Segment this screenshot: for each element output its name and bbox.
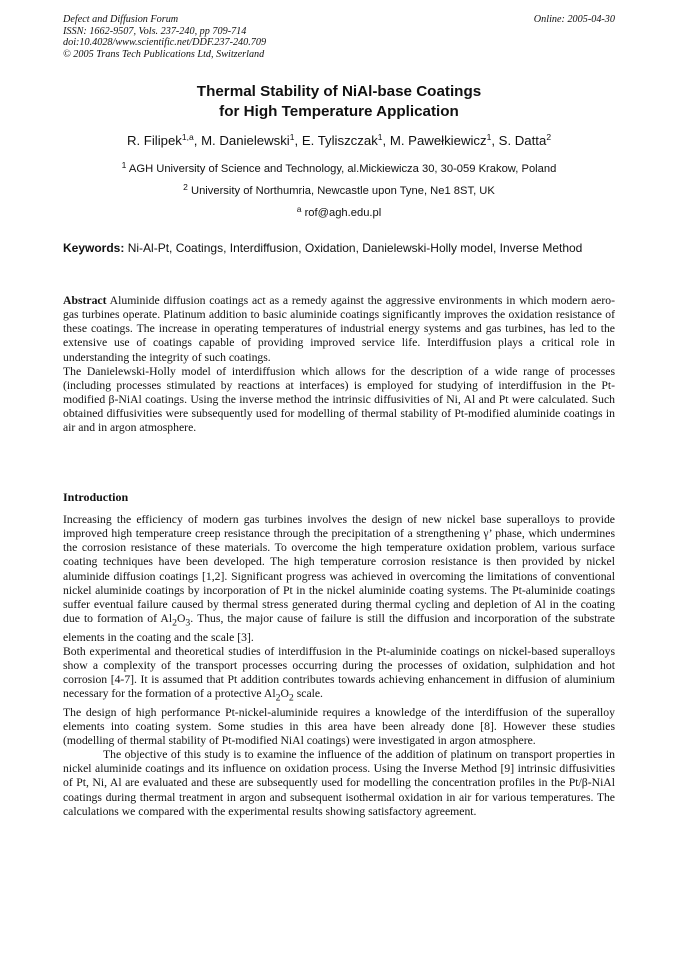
author-name: M. Pawełkiewicz <box>389 133 487 148</box>
author <box>390 133 499 148</box>
author <box>499 133 551 148</box>
introduction-section <box>63 513 615 819</box>
author-sup: 2 <box>546 132 552 142</box>
journal-copyright: © 2005 Trans Tech Publications Ltd, Switzerland <box>63 48 265 60</box>
email-sup: a <box>296 204 302 214</box>
affiliation-text: University of Northumria, Newcastle upon Tyne, Ne1 8ST, UK <box>190 185 495 197</box>
affiliation-sup: 1 <box>121 160 127 170</box>
intro-paragraph: The objective of this study is to examine the influence of the addition of platinum on transport properties in nickel aluminide coatings and its influence on oxidation process. Using the Inverse Method [9] intrinsic diffusivities of Pt, Ni, Al are evaluated and these are subsequently used for modelling the concentration profiles in the Pt/β-NiAl coatings during thermal treatment in argon and subsequent isothermal oxidation in air for various temperatures. The calculations we compared with the experimental results showing satisfactory agreement. <box>63 748 615 818</box>
journal-name: Defect and Diffusion Forum <box>63 14 179 25</box>
abstract-text: Aluminide diffusion coatings act as a remedy against the aggressive environments in which modern aero-gas turbines operate. Platinum addition to basic aluminide coatings significantly improves the oxidation resistance of these coatings. The increase in operating temperatures of industrial energy systems and gas turbines, has led to the extensive use of coatings capable of providing improved service life. Interdiffusion plays a critical role in understanding the integrity of such coatings. <box>63 294 615 364</box>
subscript: 2 <box>172 617 177 629</box>
author-separator: , <box>294 133 302 148</box>
journal-issn: ISSN: 1662-9507, Vols. 237-240, pp 709-714 <box>63 25 247 37</box>
author-name: S. Datta <box>498 133 547 148</box>
intro-text: Both experimental and theoretical studies of interdiffusion in the Pt-aluminide coatings on nickel-based superalloys show a complexity of the transport processes occurring during the processes of oxidation, sulphidation and hot corrosion [4-7]. It is assumed that Pt addition contributes towards achieving enhancement in diffusion of aluminium necessary for the formation of a protective Al <box>63 644 615 701</box>
abstract-section <box>63 294 615 436</box>
journal-header <box>63 14 443 60</box>
author <box>302 133 390 148</box>
affiliation-text: AGH University of Science and Technology, al.Mickiewicza 30, 30-059 Krakow, Poland <box>128 163 557 175</box>
title-line-2: for High Temperature Application <box>219 103 459 120</box>
author-sup: 1 <box>377 132 383 142</box>
intro-text: . Thus, the major cause of failure is still the diffusion and incorporation of the substrate elements in the coating and the scale [3]. <box>63 612 615 644</box>
abstract-paragraph <box>63 294 615 365</box>
author-sup: 1 <box>289 132 295 142</box>
online-date: Online: 2005-04-30 <box>533 14 615 25</box>
journal-doi[interactable]: doi:10.4028/www.scientific.net/DDF.237-240.709 <box>63 37 267 49</box>
abstract-paragraph: The Danielewski-Holly model of interdiffusion which allows for the description of a wide range of processes (including processes stimulated by reactions at interfaces) is employed for studying of interdiffusion in the Pt-modified β-NiAl coatings. Using the inverse method the intrinsic diffusivities of Ni, Al and Pt were calculated. Such obtained diffusivities were subsequently used for modelling of thermal stability of Pt-modified aluminide coatings in air and in argon atmosphere. <box>63 364 615 435</box>
email-line <box>30 206 648 220</box>
email-address[interactable]: rof@agh.edu.pl <box>304 207 382 219</box>
author-list <box>40 132 638 150</box>
section-heading: Introduction <box>63 490 129 504</box>
affiliation-1 <box>30 162 648 176</box>
author-separator: , <box>382 133 390 148</box>
keywords-label: Keywords: <box>63 241 125 255</box>
intro-text: O <box>176 612 186 626</box>
paper-title <box>60 82 618 122</box>
title-line-1: Thermal Stability of NiAl-base Coatings <box>196 83 482 100</box>
intro-text: Increasing the efficiency of modern gas turbines involves the design of new nickel base superalloys to provide improved high temperature creep resistance through the precipitation of a strengthening γ’ phase, which undermines the corrosion resistance of these materials. To overcome the high temperature oxidation problem, various surface coating techniques have been developed. The high temperature corrosion resistance is then provided by nickel aluminide diffusion coatings [1,2]. Significant progress was achieved in overcoming the limitations of conventional nickel aluminide coatings by incorporation of Pt in the nickel aluminide coating systems. The Pt-aluminide coatings suffer eventual failure caused by thermal stress generated during thermal cycling and depletion of Al in the coating due to formation of Al <box>63 513 615 626</box>
affiliation-2 <box>30 184 648 198</box>
author-name: R. Filipek <box>126 133 182 148</box>
affiliation-sup: 2 <box>183 182 188 192</box>
author-name: M. Danielewski <box>201 133 290 148</box>
keywords-text: Ni-Al-Pt, Coatings, Interdiffusion, Oxidation, Danielewski-Holly model, Inverse Method <box>127 241 583 255</box>
intro-text: scale. <box>293 687 323 701</box>
keywords <box>63 240 615 256</box>
intro-paragraph <box>63 513 615 645</box>
author-name: E. Tyliszczak <box>301 133 378 148</box>
intro-paragraph: The design of high performance Pt-nickel-aluminide requires a knowledge of the interdiffusion of the superalloy elements into coating system. Some studies in this area have been already done [8]. However these studies (modelling of thermal stability of Pt-modified NiAl coatings) were investigated in argon atmosphere. <box>63 705 615 747</box>
author-sup: 1,a <box>181 132 194 142</box>
author-separator: , <box>193 133 202 148</box>
abstract-label: Abstract <box>63 294 107 307</box>
author-separator: , <box>491 133 499 148</box>
author <box>127 133 201 148</box>
subscript: 3 <box>185 617 191 629</box>
subscript: 2 <box>275 692 281 704</box>
intro-text: O <box>280 687 289 701</box>
author <box>201 133 302 148</box>
author-sup: 1 <box>486 132 492 142</box>
intro-paragraph <box>63 645 615 706</box>
subscript: 2 <box>288 692 294 704</box>
